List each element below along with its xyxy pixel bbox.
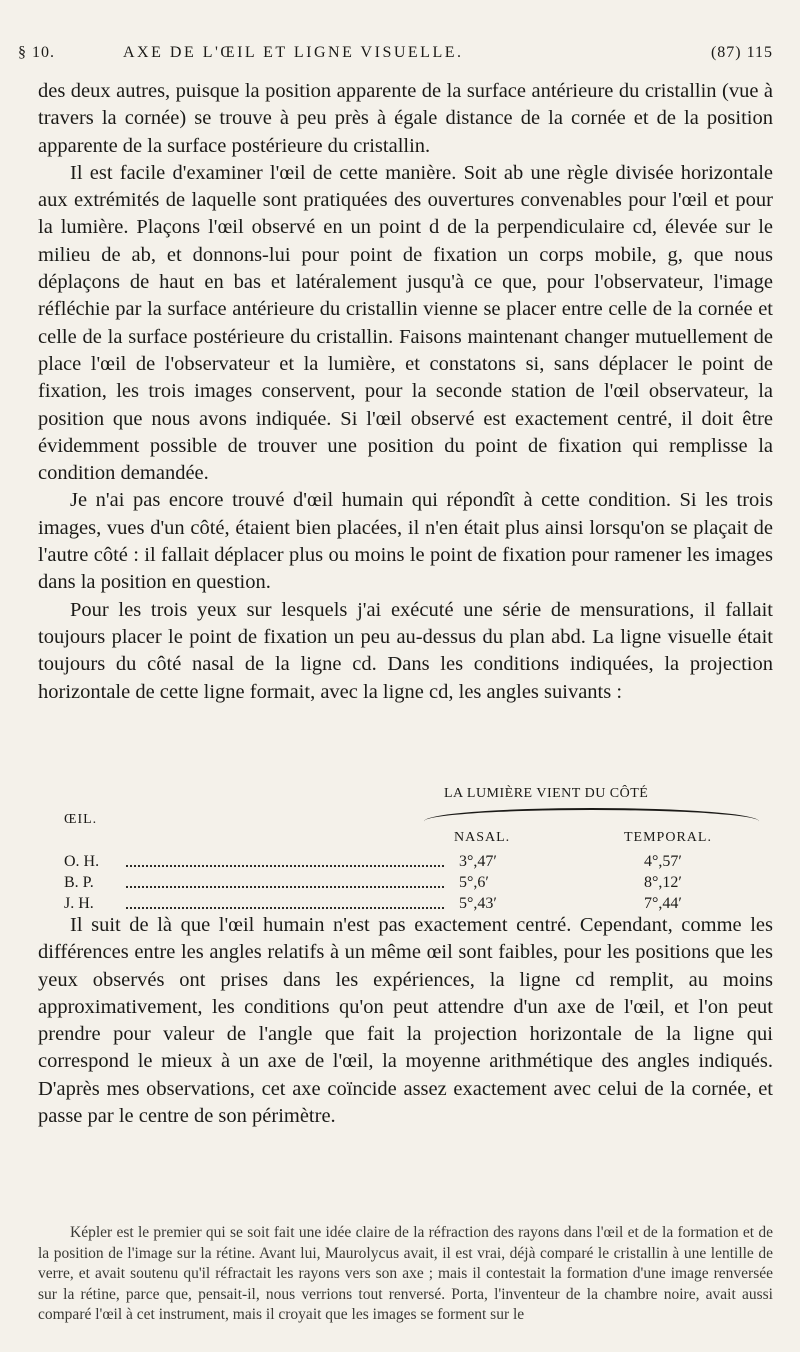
paragraph: Pour les trois yeux sur lesquels j'ai exécuté une série de mensurations, il fallait toujours placer le point de fixation un peu au-dessus du plan abd. La ligne visuelle était toujours du côté nasal de la ligne cd. Dans les conditions indiquées, la projection horizontale de cette ligne formait, avec la ligne cd, les angles suivants :: [38, 598, 773, 703]
leader-dots: [126, 886, 444, 888]
footnote: [38, 1223, 773, 1326]
paragraph: Je n'ai pas encore trouvé d'œil humain qui répondît à cette condition. Si les trois images, vues d'un côté, étaient bien placées, il n'en était plus ainsi lorsqu'on se plaçait de l'autre côté : il fallait déplacer plus ou moins le point de fixation pour ramener les images dans la position en question.: [38, 489, 773, 594]
main-text-continued: [38, 912, 773, 1130]
column-brace: [424, 808, 759, 824]
leader-dots: [126, 907, 444, 909]
paragraph: Il suit de là que l'œil humain n'est pas exactement centré. Cependant, comme les différences entre les angles relatifs à un même œil sont faibles, pour les positions que les yeux observés ont prises dans les expériences, la ligne cd remplit, au moins approximativement, les conditions qu'on peut attendre d'un axe de l'œil, et l'on peut prendre pour valeur de l'angle que fait la projection horizontale de la ligne qui correspond le mieux à un axe de l'œil, la moyenne arithmétique des angles indiqués. D'après mes observations, cet axe coïncide assez exactement avec celui de la cornée, et passe par le centre de son périmètre.: [38, 914, 773, 1128]
table-row-header: ŒIL.: [64, 812, 98, 827]
table-row: [64, 852, 724, 872]
row-label: O. H.: [64, 853, 100, 870]
column-header-temporal: TEMPORAL.: [624, 830, 712, 845]
leader-dots: [126, 865, 444, 867]
temporal-value: 4°,57′: [644, 853, 682, 870]
table-row: [64, 873, 724, 893]
row-label: J. H.: [64, 895, 94, 912]
nasal-value: 5°,43′: [459, 895, 497, 912]
temporal-value: 8°,12′: [644, 874, 682, 891]
running-title: AXE DE L'ŒIL ET LIGNE VISUELLE.: [123, 44, 464, 61]
main-text: [38, 78, 773, 706]
table-title: LA LUMIÈRE VIENT DU CÔTÉ: [444, 786, 649, 801]
paragraph: des deux autres, puisque la position apparente de la surface antérieure du cristallin (vue à travers la cornée) se trouve à peu près à égale distance de la cornée et de la position apparente de la surface postérieure du cristallin.: [38, 80, 773, 157]
column-header-nasal: NASAL.: [454, 830, 511, 845]
footnote-text: Képler est le premier qui se soit fait une idée claire de la réfraction des rayons dans l'œil et de la formation et de la position de l'image sur la rétine. Avant lui, Maurolycus avait, il est vrai, déjà comparé le cristallin à une lentille de verre, et avait soutenu qu'il réfractait les rayons vers son axe ; mais il contestait la formation d'une image renversée sur la rétine, parce que, pensait-il, nous verrions tout renversé. Porta, l'inventeur de la chambre noire, avait aussi comparé l'œil à cet instrument, mais il croyait que les images se forment sur le: [38, 1224, 773, 1323]
temporal-value: 7°,44′: [644, 895, 682, 912]
nasal-value: 5°,6′: [459, 874, 489, 891]
section-number: § 10.: [18, 44, 55, 61]
paragraph: Il est facile d'examiner l'œil de cette manière. Soit ab une règle divisée horizontale aux extrémités de laquelle sont pratiquées des ouvertures convenables pour l'œil et pour la lumière. Plaçons l'œil observé en un point d de la perpendiculaire cd, élevée sur le milieu de ab, et donnons-lui pour point de fixation un corps mobile, g, que nous déplaçons de haut en bas et latéralement jusqu'à ce que, pour l'observateur, l'image réfléchie par la surface antérieure du cristallin vienne se placer entre celle de la cornée et celle de la surface postérieure du cristallin. Faisons maintenant changer mutuellement de place l'œil de l'observateur et la lumière, et constatons si, sans déplacer le point de fixation, les trois images conservent, pour la seconde station de l'œil observateur, la position que nous avons indiquée. Si l'œil observé est exactement centré, il doit être évidemment possible de trouver une position du point de fixation qui remplisse la condition demandée.: [38, 161, 773, 485]
row-label: B. P.: [64, 874, 94, 891]
table-row: [64, 894, 724, 914]
page-number: (87) 115: [710, 44, 773, 61]
nasal-value: 3°,47′: [459, 853, 497, 870]
